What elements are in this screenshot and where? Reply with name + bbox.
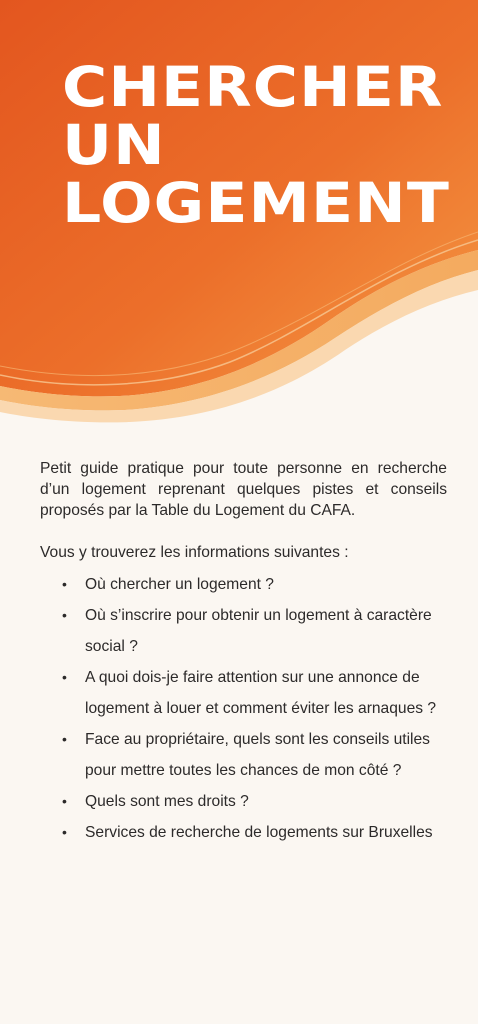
list-item bbox=[62, 662, 447, 724]
list-item bbox=[62, 569, 447, 600]
body-content bbox=[40, 458, 447, 848]
bullet-icon: • bbox=[62, 576, 67, 592]
bullet-icon: • bbox=[62, 793, 67, 809]
list-item-text: Quels sont mes droits ? bbox=[85, 793, 249, 810]
list-item-text: A quoi dois-je faire attention sur une annonce de logement à louer et comment éviter les arnaques ? bbox=[85, 669, 437, 717]
list-item bbox=[62, 786, 447, 817]
bullet-icon: • bbox=[62, 731, 67, 747]
page-title bbox=[62, 55, 450, 235]
list-item-text: Où chercher un logement ? bbox=[85, 576, 274, 593]
list-item bbox=[62, 600, 447, 662]
topics-list bbox=[40, 569, 447, 848]
list-item bbox=[62, 817, 447, 848]
header-banner bbox=[0, 0, 478, 430]
title-line: LOGEMENT bbox=[62, 171, 450, 235]
list-item-text: Face au propriétaire, quels sont les conseils utiles pour mettre toutes les chances de mon côté ? bbox=[85, 731, 430, 779]
title-line: CHERCHER bbox=[62, 55, 444, 119]
list-item-text: Services de recherche de logements sur Bruxelles bbox=[85, 824, 433, 841]
title-line: UN bbox=[62, 113, 166, 177]
list-lead: Vous y trouverez les informations suivantes : bbox=[40, 544, 349, 561]
list-item bbox=[62, 724, 447, 786]
bullet-icon: • bbox=[62, 669, 67, 685]
intro-paragraph: Petit guide pratique pour toute personne en recherche d’un logement reprenant quelques pistes et conseils proposés par la Table du Logement du CAFA. bbox=[40, 460, 447, 519]
bullet-icon: • bbox=[62, 824, 67, 840]
bullet-icon: • bbox=[62, 607, 67, 623]
list-item-text: Où s’inscrire pour obtenir un logement à caractère social ? bbox=[85, 607, 432, 655]
